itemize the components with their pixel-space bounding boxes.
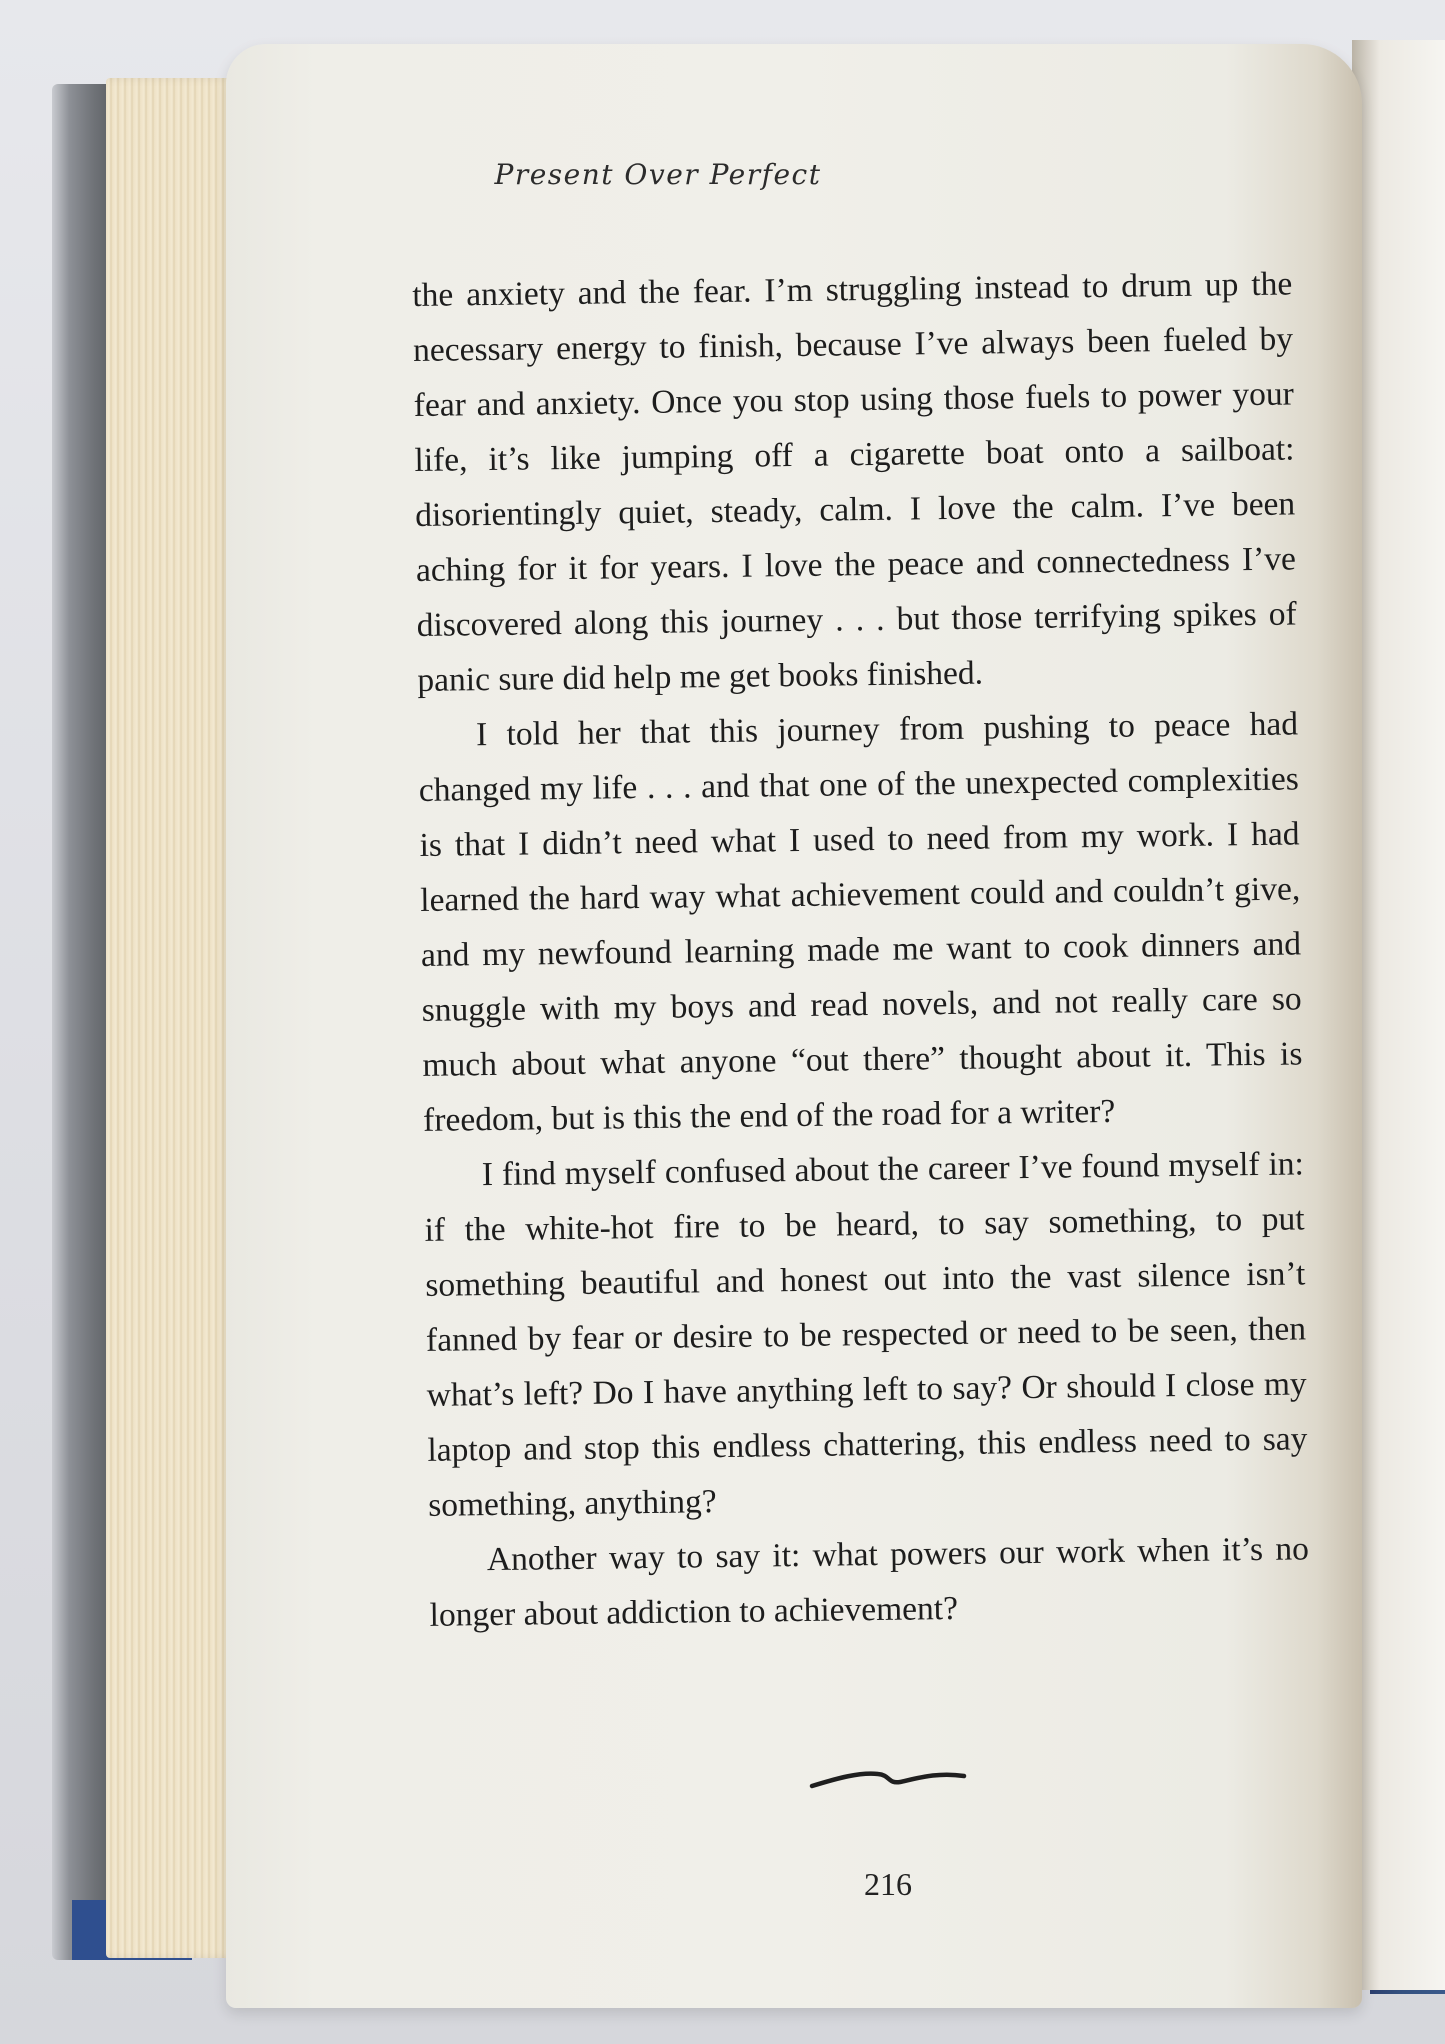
paragraph: I find myself confused about the career I’ve found myself in: if the white-hot fire to be heard, to say something, to put something beautiful and honest out into the vast silence isn’t fanned by fear or desire to be respected or need to be seen, then what’s left? Do I have anything left to say? Or should I close my laptop and stop this endless chattering, this endless need to say something, anything? <box>424 1145 1308 1524</box>
facing-page-edge <box>1352 40 1445 1990</box>
body-text <box>412 256 1310 1642</box>
paragraph: I told her that this journey from pushing to peace had changed my life . . . and that one of the unexpected complexities is that I didn’t need what I used to need from my work. I had learned the hard way what achievement could and couldn’t give, and my newfound learning made me want to cook dinners and snuggle with my boys and read novels, and not really care so much about what anyone “out there” thought about it. This is freedom, but is this the end of the road for a writer? <box>418 705 1303 1139</box>
page-number: 216 <box>864 1866 912 1902</box>
running-head: Present Over Perfect <box>494 158 822 191</box>
paragraph: the anxiety and the fear. I’m struggling instead to drum up the necessary energy to finish, because I’ve always been fueled by fear and anxiety. Once you stop using those fuels to power your life, it’s like jumping off a cigarette boat onto a sailboat: disorientingly quiet, steady, calm. I love the calm. I’ve been aching for it for years. I love the peace and connectedness I’ve discovered along this journey . . . but those terrifying spikes of panic sure did help me get books finished. <box>412 265 1297 699</box>
page-stack-edges <box>106 78 246 1958</box>
tilde-swash-ornament-icon <box>808 1760 968 1796</box>
paragraph: Another way to say it: what powers our work when it’s no longer about addiction to achievement? <box>429 1530 1310 1634</box>
